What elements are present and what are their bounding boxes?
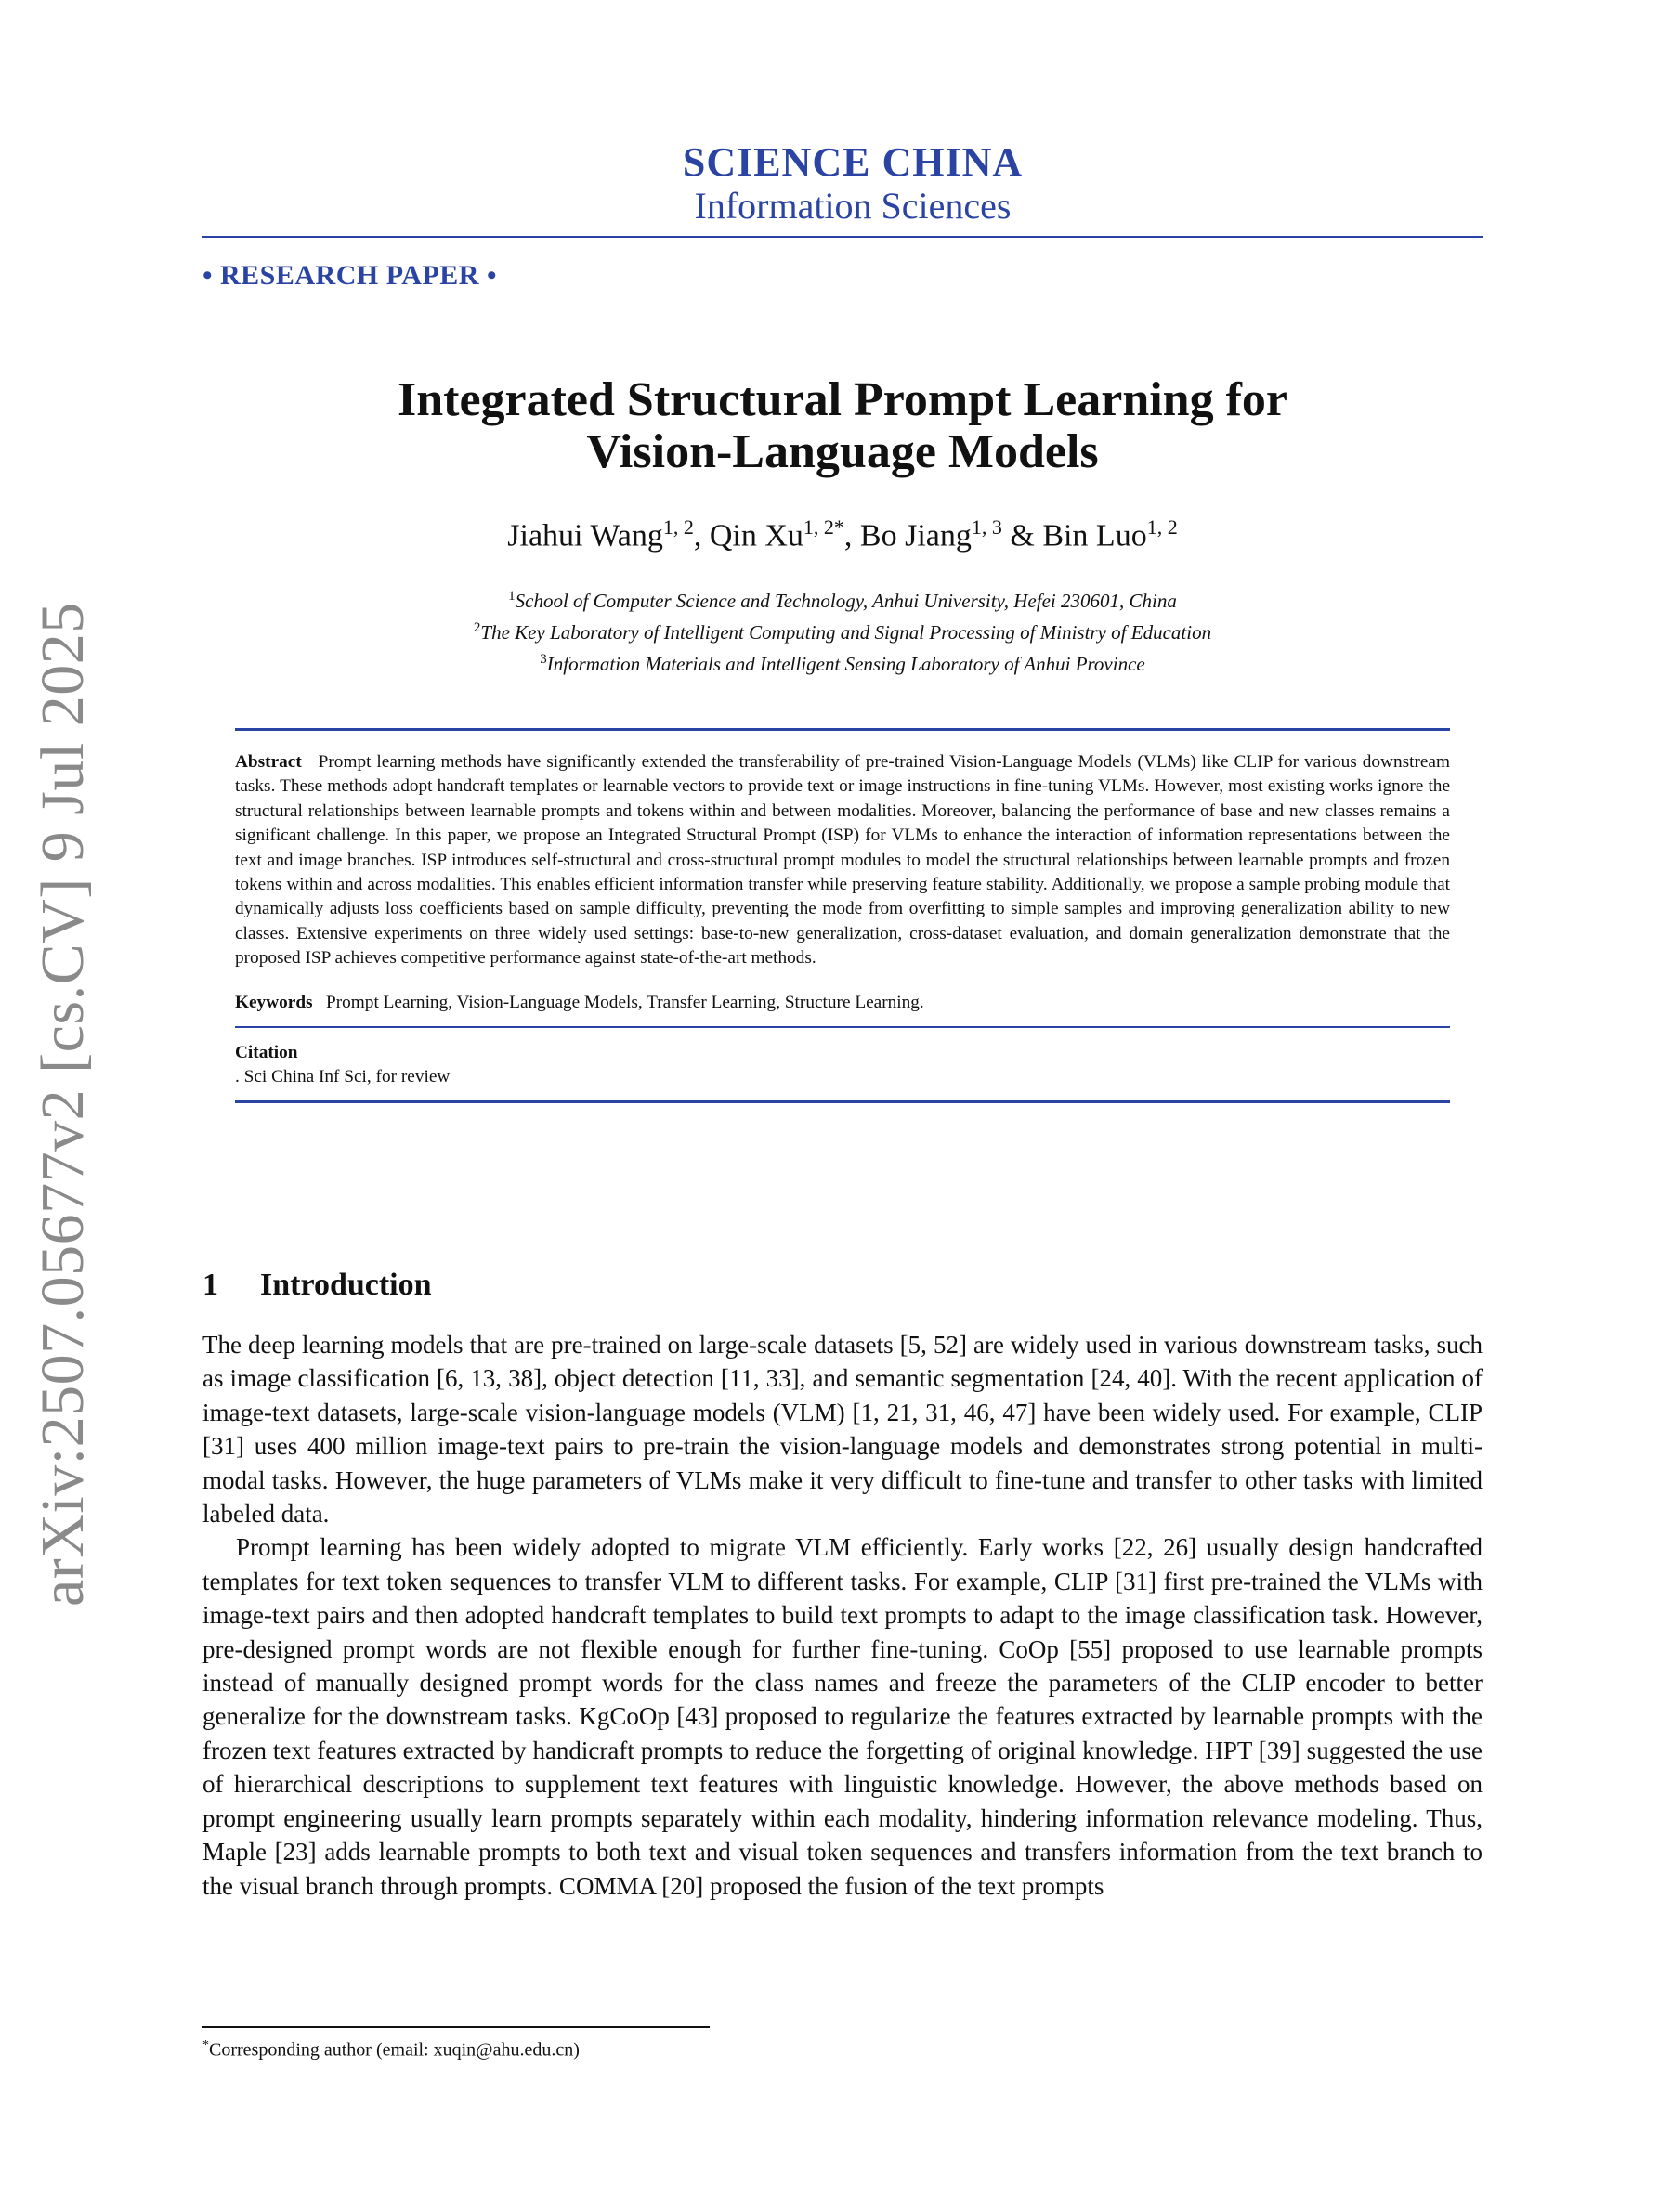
abstract-top-rule: [235, 728, 1450, 731]
author-separator: ,: [843, 518, 860, 553]
affiliation-line: [202, 615, 1483, 646]
citation: [235, 1041, 1450, 1089]
journal-header: [0, 139, 1659, 227]
abstract-bottom-rule: [235, 1100, 1450, 1103]
affiliation-mark: 2: [473, 620, 481, 635]
paper-type-label: • RESEARCH PAPER •: [202, 260, 497, 291]
abstract-box: [235, 728, 1450, 1103]
paper-title: [202, 374, 1483, 478]
affiliation-mark: 3: [540, 652, 547, 667]
author-name: Bo Jiang: [859, 518, 972, 553]
keywords-label: Keywords: [235, 992, 313, 1012]
affiliation-line: [202, 646, 1483, 678]
journal-subtitle: Information Sciences: [694, 185, 1012, 227]
affiliations: [202, 583, 1483, 678]
author-name: Jiahui Wang: [507, 518, 663, 553]
journal-name: SCIENCE CHINA: [682, 139, 1024, 185]
title-line-1: Integrated Structural Prompt Learning for: [397, 373, 1287, 426]
title-line-2: Vision-Language Models: [586, 425, 1099, 478]
author-name: Qin Xu: [709, 518, 803, 553]
keywords: [235, 991, 1450, 1015]
footnote-text: Corresponding author (email: xuqin@ahu.edu.cn): [209, 2039, 580, 2061]
affiliation-line: [202, 583, 1483, 615]
paragraph: Prompt learning has been widely adopted to migrate VLM efficiently. Early works [22, 26] usually design handcrafted templates for text token sequences to transfer VLM to different tasks. For example, CLIP [31] first pre-trained the VLMs with image-text pairs and then adopted handcraft templates to build text prompts to adapt to the image classification task. However, pre-designed prompt words are not flexible enough for further fine-tuning. CoOp [55] proposed to use learnable prompts instead of manually designed prompt words for the class names and freeze the parameters of the CLIP encoder to better generalize for the downstream tasks. KgCoOp [43] proposed to regularize the features extracted by learnable prompts with the frozen text features extracted by handicraft prompts to reduce the forgetting of original knowledge. HPT [39] suggested the use of hierarchical descriptions to supplement text features with linguistic knowledge. However, the above methods based on prompt engineering usually learn prompts separately within each modality, hindering information relevance modeling. Thus, Maple [23] adds learnable prompts to both text and visual token sequences and transfers information from the text branch to the visual branch through prompts. COMMA [20] proposed the fusion of the text prompts: [202, 1533, 1483, 1900]
affiliation-text: School of Computer Science and Technology, Anhui University, Hefei 230601, China: [515, 590, 1177, 612]
section-heading: [202, 1268, 432, 1303]
keywords-text: Prompt Learning, Vision-Language Models, Transfer Learning, Structure Learning.: [326, 992, 924, 1012]
footnote: [202, 2034, 580, 2062]
footnote-rule: [202, 2026, 710, 2028]
author-list: [202, 509, 1483, 554]
header-rule: [202, 236, 1483, 238]
section-title: Introduction: [260, 1268, 432, 1302]
author-separator: &: [1001, 518, 1043, 553]
abstract-text: Prompt learning methods have significantly extended the transferability of pre-trained Vision-Language Models (VLMs) like CLIP for various downstream tasks. These methods adopt handcraft templates or learnable vectors to provide text or image instructions in fine-tuning VLMs. However, most existing works ignore the structural relationships between learnable prompts and tokens within and between modalities. Moreover, balancing the performance of base and new classes remains a significant challenge. In this paper, we propose an Integrated Structural Prompt (ISP) for VLMs to enhance the interaction of information representations between the text and image branches. ISP introduces self-structural and cross-structural prompt modules to model the structural relationships between learnable prompts and frozen tokens within and across modalities. This enables efficient information transfer while preserving feature stability. Additionally, we propose a sample probing module that dynamically adjusts loss coefficients based on sample difficulty, preventing the mode from overfitting to simple samples and improving generalization ability to new classes. Extensive experiments on three widely used settings: base-to-new generalization, cross-dataset evaluation, and domain generalization demonstrate that the proposed ISP achieves competitive performance against state-of-the-art methods.: [235, 752, 1450, 969]
affiliation-text: Information Materials and Intelligent Sensing Laboratory of Anhui Province: [546, 653, 1145, 675]
footnote-mark: *: [202, 2038, 209, 2052]
author-affiliation-mark: 1, 2*: [803, 515, 844, 539]
citation-text: . Sci China Inf Sci, for review: [235, 1066, 451, 1086]
author-affiliation-mark: 1, 2: [1146, 515, 1178, 539]
author-name: Bin Luo: [1042, 518, 1147, 553]
author-affiliation-mark: 1, 2: [662, 515, 694, 539]
affiliation-text: The Key Laboratory of Intelligent Computing and Signal Processing of Ministry of Education: [480, 621, 1212, 644]
abstract: [235, 750, 1450, 971]
section-number: 1: [202, 1268, 218, 1302]
author-affiliation-mark: 1, 3: [971, 515, 1002, 539]
body-text: [202, 1328, 1483, 1903]
author-separator: ,: [693, 518, 710, 553]
abstract-label: Abstract: [235, 752, 302, 772]
keywords-rule: [235, 1026, 1450, 1028]
affiliation-mark: 1: [508, 589, 516, 604]
paragraph: The deep learning models that are pre-trained on large-scale datasets [5, 52] are widely used in various downstream tasks, such as image classification [6, 13, 38], object detection [11, 33], and semantic segmentation [24, 40]. With the recent application of image-text datasets, large-scale vision-language models (VLM) [1, 21, 31, 46, 47] have been widely used. For example, CLIP [31] uses 400 million image-text pairs to pre-train the vision-language models and demonstrates strong potential in multi-modal tasks. However, the huge parameters of VLMs make it very difficult to fine-tune and transfer to other tasks with limited labeled data.: [202, 1331, 1483, 1529]
citation-label: Citation: [235, 1042, 298, 1062]
arxiv-identifier-stamp: arXiv:2507.05677v2 [cs.CV] 9 Jul 2025: [29, 602, 97, 1607]
